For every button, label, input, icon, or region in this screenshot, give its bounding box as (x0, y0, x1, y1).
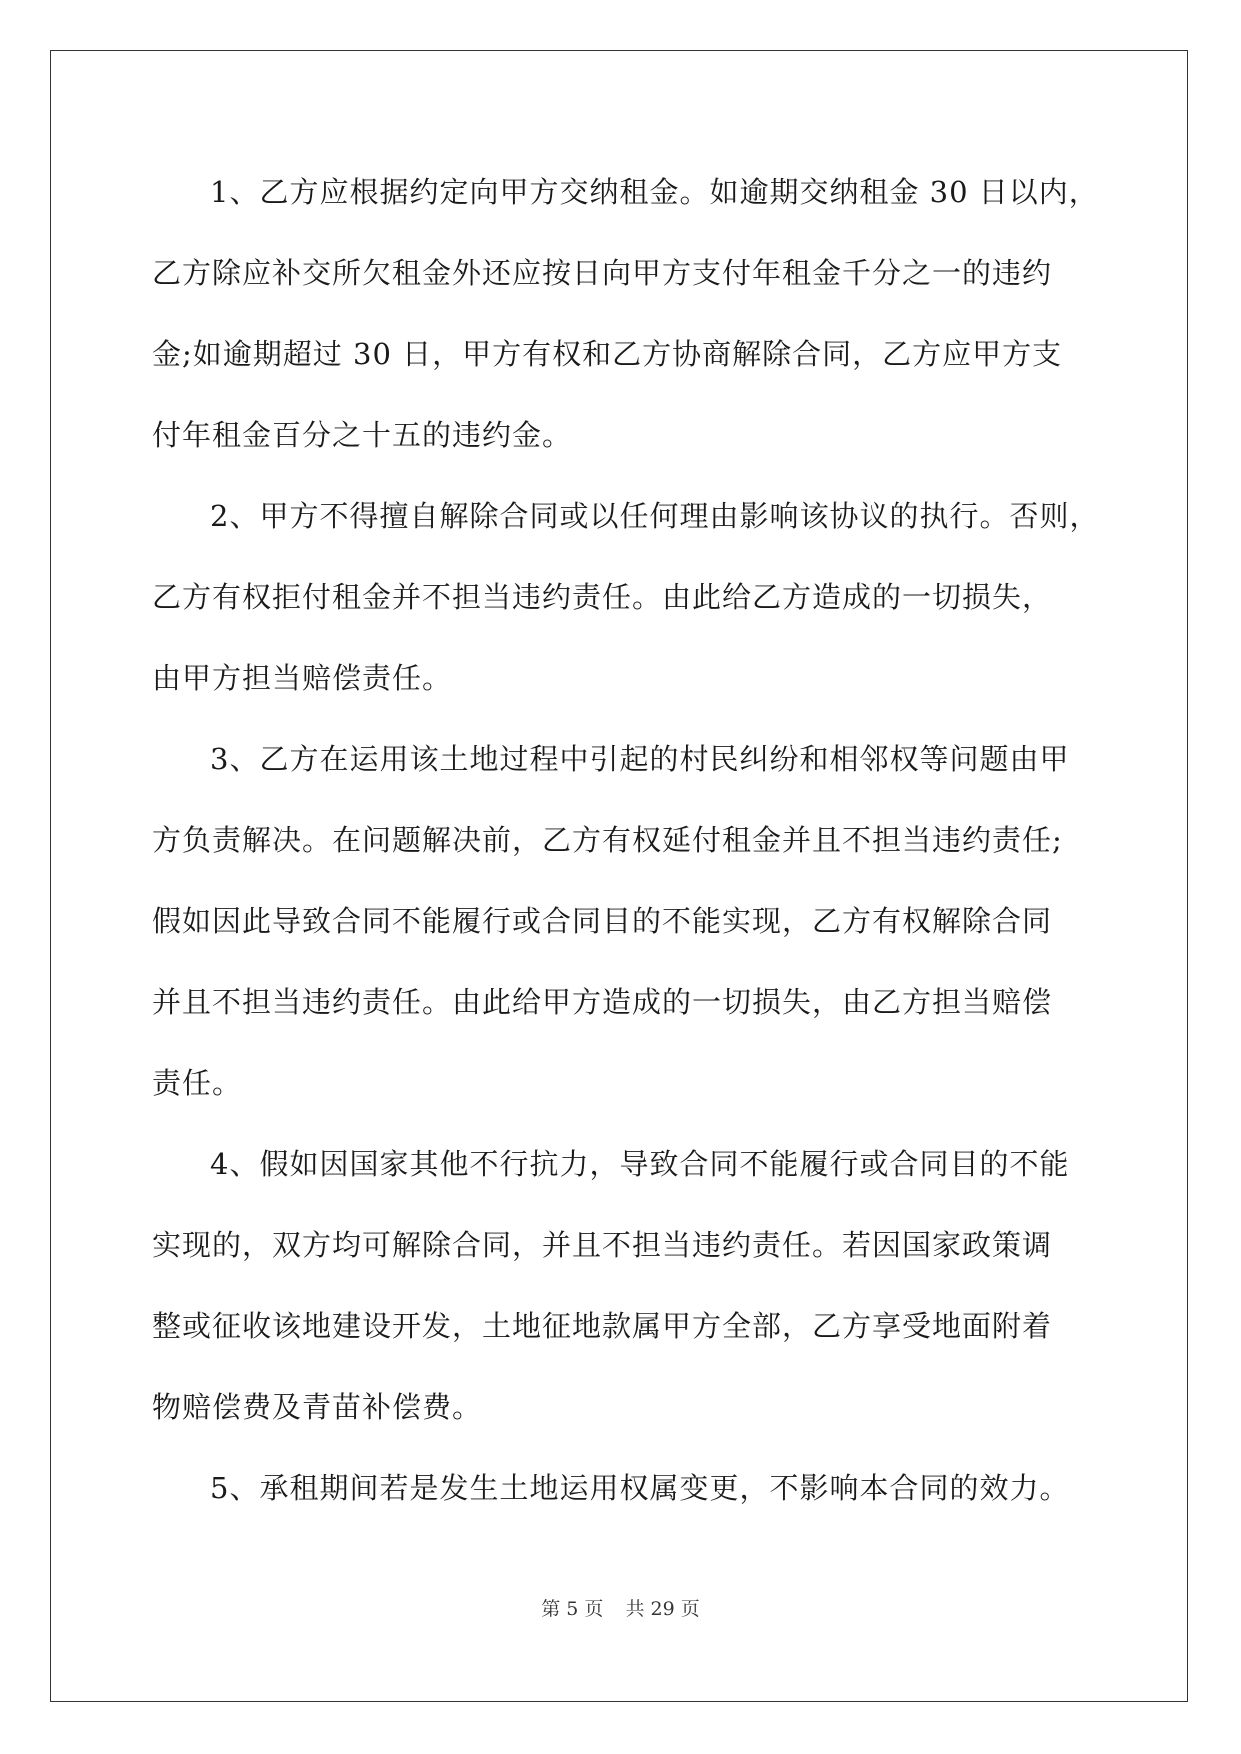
clause-2-line-2: 乙方有权拒付租金并不担当违约责任。由此给乙方造成的一切损失， (152, 580, 1053, 614)
page-number-total: 共 29 页 (625, 1598, 700, 1620)
clause-2-line-1: 2、甲方不得擅自解除合同或以任何理由影响该协议的执行。否则， (210, 499, 1100, 533)
clause-4 (152, 1124, 1088, 1448)
clause-2 (152, 476, 1100, 719)
clause-3-line-1: 3、乙方在运用该土地过程中引起的村民纠纷和相邻权等问题由甲 (210, 742, 1070, 776)
clause-1-line-4: 付年租金百分之十五的违约金。 (152, 418, 573, 452)
clause-3-line-3: 假如因此导致合同不能履行或合同目的不能实现，乙方有权解除合同 (152, 904, 1053, 938)
clause-3-line-4: 并且不担当违约责任。由此给甲方造成的一切损失，由乙方担当赔偿 (152, 985, 1053, 1019)
clause-5-line-1: 5、承租期间若是发生土地运用权属变更，不影响本合同的效力。 (210, 1471, 1070, 1505)
clause-1-line-3: 金;如逾期超过 30 日，甲方有权和乙方协商解除合同，乙方应甲方支 (152, 337, 1063, 371)
page-footer (0, 1594, 1241, 1621)
clause-5 (152, 1448, 1088, 1529)
clause-2-line-3: 由甲方担当赔偿责任。 (152, 661, 453, 695)
page-number-current: 第 5 页 (541, 1598, 604, 1620)
clause-4-line-2: 实现的，双方均可解除合同，并且不担当违约责任。若因国家政策调 (152, 1228, 1053, 1262)
document-body (152, 152, 1100, 1529)
clause-3-line-5: 责任。 (152, 1066, 243, 1100)
clause-3-line-2: 方负责解决。在问题解决前，乙方有权延付租金并且不担当违约责任; (152, 823, 1063, 857)
clause-3 (152, 719, 1088, 1124)
clause-1-line-1: 1、乙方应根据约定向甲方交纳租金。如逾期交纳租金 30 日以内， (210, 175, 1099, 209)
clause-4-line-3: 整或征收该地建设开发，土地征地款属甲方全部，乙方享受地面附着 (152, 1309, 1053, 1343)
clause-4-line-4: 物赔偿费及青苗补偿费。 (152, 1390, 483, 1424)
clause-1-line-2: 乙方除应补交所欠租金外还应按日向甲方支付年租金千分之一的违约 (152, 256, 1053, 290)
clause-4-line-1: 4、假如因国家其他不行抗力，导致合同不能履行或合同目的不能 (210, 1147, 1070, 1181)
clause-1 (152, 152, 1099, 476)
